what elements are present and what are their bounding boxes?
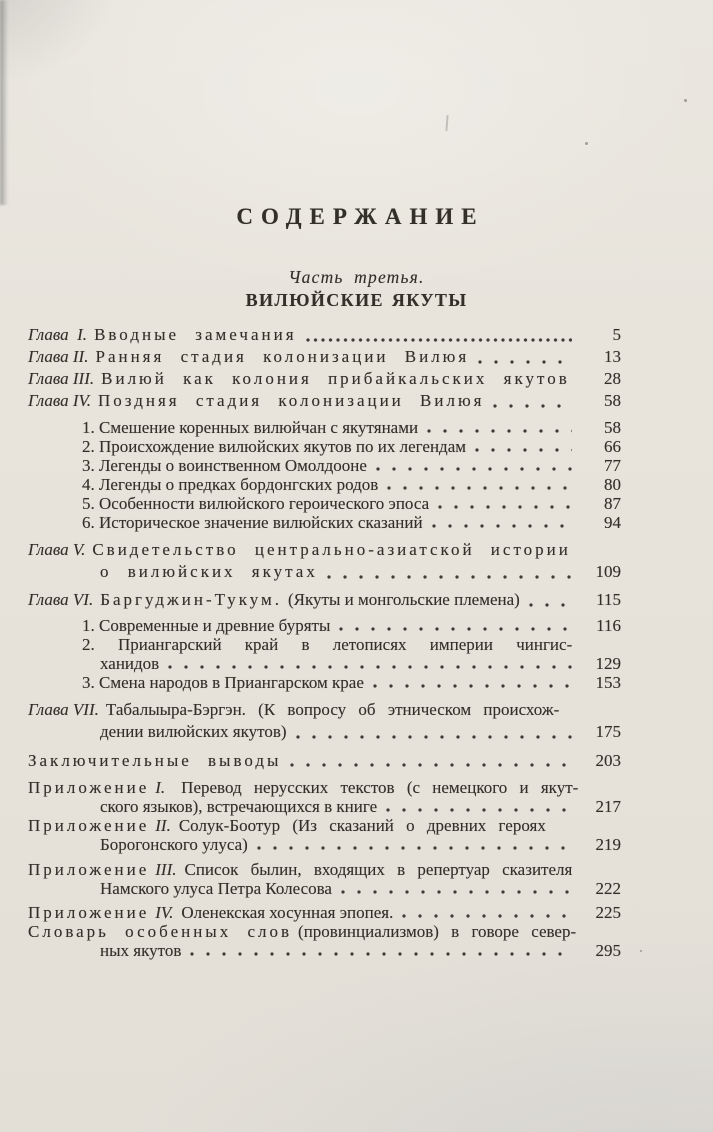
dot-leader [520,589,581,611]
toc-row [28,750,621,771]
page-title: СОДЕРЖАНИЕ [236,204,485,229]
dot-leader [159,654,581,673]
toc-row [28,635,621,654]
toc-page-number: 66 [604,437,621,456]
toc-row [28,860,621,879]
toc-page-number: 28 [604,369,621,388]
toc-entry-text: Перевод нерусских текстов (с немецкого и якут- [181,778,579,797]
toc-entry-title: Баргуджин-Тукум. [100,590,283,609]
scan-edge-shadow [0,0,8,205]
dot-leader [367,456,581,475]
toc-entry-numeral: III. [155,860,177,879]
toc-entry-prefix: Глава IV. [28,391,92,410]
toc-entry-text: Солук-Боотур (Из сказаний о древних героях [178,816,546,835]
toc-page-number: 115 [596,590,621,609]
table-of-contents [0,324,713,960]
toc-row [28,797,621,816]
part-label: Часть третья. [288,267,425,287]
toc-row [28,903,621,922]
dot-leader [423,513,581,532]
dot-leader [281,750,581,771]
toc-row [28,561,621,583]
toc-entry-title: Приложение [28,778,150,797]
toc-entry-text: 3. Смена народов в Приангарском крае [82,673,364,692]
toc-entry-numeral: I. [155,778,166,797]
dot-leader [318,561,581,583]
toc-entry-title: о вилюйских якутах [100,562,318,581]
toc-page-number: 217 [595,797,621,816]
toc-row [28,654,621,673]
toc-entry-text: Табалыыра-Бэргэн. (К вопросу об этническом происхож- [105,700,560,719]
toc-row [28,778,621,797]
toc-entry-prefix: Глава II. [28,347,89,366]
dot-leader [287,721,581,743]
toc-entry-text: ского языков), встречающихся в книге [100,797,378,816]
toc-entry-title: Поздняя стадия колонизации Вилюя [98,391,485,410]
toc-row [28,816,621,835]
dot-leader [377,797,581,816]
toc-page-number: 153 [595,673,621,692]
toc-entry-numeral: II. [155,816,171,835]
toc-entry-prefix: Глава I. [28,325,88,344]
toc-entry-title: Заключительные выводы [28,751,282,770]
dot-leader [484,390,581,412]
scan-artifact [445,115,448,131]
dot-leader [469,346,581,368]
toc-row [28,513,621,532]
dot-leader [393,903,581,922]
toc-page-number: 58 [604,391,621,410]
toc-page-number: 219 [595,835,621,854]
scan-artifact [585,142,588,145]
toc-page-number: 116 [596,616,621,635]
dot-leader [297,324,581,346]
toc-row [28,616,621,635]
scan-artifact [640,950,642,952]
toc-page-number: 225 [595,903,621,922]
toc-entry-prefix: Глава VII. [28,700,99,719]
toc-page-number: 77 [604,456,621,475]
toc-row [28,721,621,743]
toc-entry-title: Приложение [28,816,150,835]
toc-entry-title: Вводные замечания [94,325,297,344]
toc-page-number: 222 [595,879,621,898]
dot-leader [248,835,581,854]
toc-entry-text: 3. Легенды о воинственном Омолдооне [82,456,367,475]
scan-artifact [104,517,106,519]
toc-page-number: 175 [595,722,621,741]
toc-row [28,456,621,475]
toc-entry-text: 5. Особенности вилюйского героического эпоса [82,494,430,513]
toc-row [28,539,621,561]
toc-row [28,475,621,494]
toc-page-number: 87 [604,494,621,513]
toc-entry-text: 1. Современные и древние буряты [82,616,331,635]
toc-row [28,368,621,390]
toc-entry-prefix: Глава VI. [28,590,94,609]
toc-entry-text: Борогонского улуса) [100,835,248,854]
scan-artifact [684,99,687,102]
dot-leader [181,941,581,960]
toc-page-number: 129 [595,654,621,673]
toc-row [28,494,621,513]
dot-leader [330,616,581,635]
part-title: ВИЛЮЙСКИЕ ЯКУТЫ [245,290,468,310]
dot-leader [570,368,581,390]
dot-leader [378,475,581,494]
dot-leader [332,879,581,898]
toc-row [28,390,621,412]
toc-entry-title: Ранняя стадия колонизации Вилюя [95,347,470,366]
toc-page-number: 58 [604,418,621,437]
dot-leader [429,494,581,513]
dot-leader [364,673,581,692]
toc-entry-text: ных якутов [100,941,182,960]
toc-page-number: 13 [604,347,621,366]
toc-entry-text: Оленекская хосунная эпопея. [181,903,394,922]
toc-entry-text: (провинциализмов) в говоре север- [298,922,577,941]
toc-row [28,699,621,721]
toc-row [28,673,621,692]
toc-entry-text: 2. Происхождение вилюйских якутов по их легендам [82,437,467,456]
toc-row [28,346,621,368]
toc-entry-text: 4. Легенды о предках бордонгских родов [82,475,379,494]
toc-entry-text: 1. Смешение коренных вилюйчан с якутянами [82,418,419,437]
toc-entry-title: Приложение [28,903,150,922]
toc-entry-title: Вилюй как колония прибайкальских якутов [101,369,570,388]
toc-row [28,589,621,611]
toc-page-number: 5 [612,325,621,344]
toc-entry-text: 2. Приангарский край в летописях империи чингис- [82,635,573,654]
toc-row [28,922,621,941]
toc-page-number: 94 [604,513,621,532]
toc-entry-title: Приложение [28,860,150,879]
toc-row [28,941,621,960]
toc-entry-text: дении вилюйских якутов) [100,722,287,741]
toc-entry-title: Свидетельство центрально-азиатской истории [92,540,571,559]
toc-page-number: 109 [595,562,621,581]
toc-page-number: 203 [595,751,621,770]
toc-entry-text: 6. Историческое значение вилюйских сказаний [82,513,423,532]
toc-entry-prefix: Глава V. [28,540,86,559]
toc-entry-text: Список былин, входящих в репертуар сказителя [184,860,573,879]
toc-entry-title: Словарь особенных слов [28,922,293,941]
toc-row [28,437,621,456]
toc-row [28,418,621,437]
toc-entry-prefix: Глава III. [28,369,95,388]
toc-row [28,835,621,854]
toc-page-number: 295 [595,941,621,960]
dot-leader [418,418,581,437]
toc-entry-text: ханидов [100,654,160,673]
toc-page-number: 80 [604,475,621,494]
toc-entry-numeral: IV. [155,903,174,922]
toc-row [28,879,621,898]
toc-entry-text: Намского улуса Петра Колесова [100,879,332,898]
toc-entry-text: (Якуты и монгольские племена) [288,590,520,609]
toc-row [28,324,621,346]
dot-leader [466,437,581,456]
